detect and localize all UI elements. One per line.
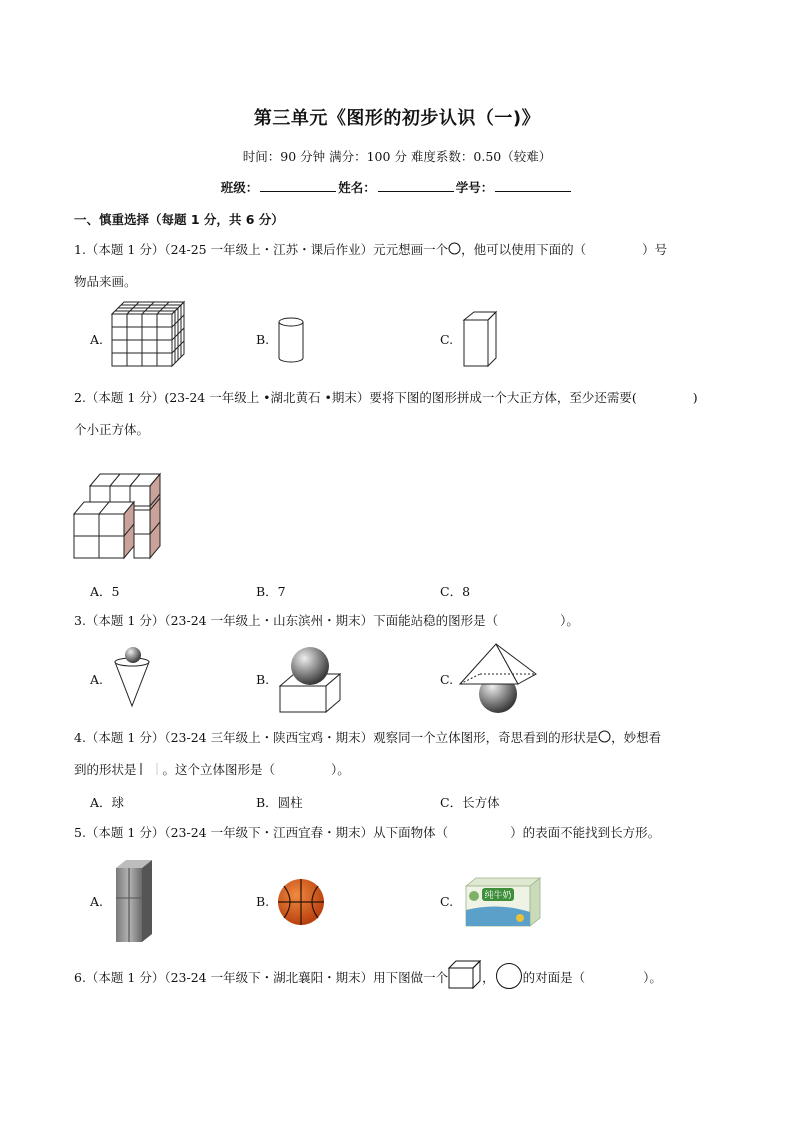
- name-blank[interactable]: [378, 179, 454, 192]
- q1-option-c-label: C.: [440, 332, 454, 347]
- cuboid-icon: [462, 310, 502, 368]
- cylinder-icon: [276, 316, 306, 364]
- ball-on-cone-icon: [112, 646, 152, 710]
- question-5: [74, 817, 724, 849]
- q3-text-b: ）。: [560, 613, 579, 628]
- q3-text-a: 3.（本题 1 分）（23-24 一年级上・山东滨州・期末）下面能站稳的图形是（: [74, 613, 499, 628]
- q2-option-b: B．7: [256, 584, 286, 599]
- id-label: 学号：: [455, 180, 494, 195]
- q5-option-a-label: A.: [90, 894, 104, 909]
- pyramid-on-ball-icon: [458, 640, 538, 716]
- exam-meta: 时间：90 分钟 满分：100 分 难度系数：0.50（较难）: [242, 149, 552, 164]
- q1-option-a-label: A.: [90, 332, 104, 347]
- q1-text-c: ）号: [642, 242, 668, 257]
- question-3: [74, 605, 724, 637]
- question-2: [74, 382, 724, 446]
- cube-icon: [448, 960, 482, 990]
- q4-text-a: 4.（本题 1 分）（23-24 三年级上・陕西宝鸡・期末）观察同一个立体图形，奇思看到的形状是: [74, 730, 599, 745]
- q5-text-b: ）的表面不能找到长方形。: [510, 825, 661, 840]
- id-blank[interactable]: [495, 179, 571, 192]
- refrigerator-image: [112, 858, 154, 944]
- q4-option-c: C．长方体: [440, 795, 500, 810]
- student-info-fields: [0, 178, 794, 196]
- question-1: [74, 234, 724, 298]
- q6-text-d: ）。: [643, 970, 662, 985]
- q6-text-a: 6.（本题 1 分）（23-24 一年级下・湖北襄阳・期末）用下图做一个: [74, 970, 449, 985]
- circle-icon: [448, 242, 461, 255]
- class-label: 班级：: [220, 180, 259, 195]
- q3-option-c-label: C.: [440, 672, 454, 687]
- circle-icon: [598, 730, 611, 743]
- q1-text-a: 1.（本题 1 分）（24-25 一年级上・江苏・课后作业）元元想画一个: [74, 242, 449, 257]
- q5-option-b-label: B.: [256, 894, 270, 909]
- basketball-image: [276, 878, 326, 926]
- q5-option-c-label: C.: [440, 894, 454, 909]
- q2-text-b: ): [692, 390, 698, 405]
- q4-line2-b: 。这个立体图形是（: [162, 762, 276, 777]
- q6-text-b: ，: [482, 970, 495, 985]
- q4-line2-c: ）。: [331, 762, 350, 777]
- q3-option-a-label: A.: [90, 672, 104, 687]
- q2-option-a: A．5: [90, 584, 120, 599]
- question-6: [74, 960, 724, 994]
- rectangle-view-icon: [137, 762, 163, 776]
- q6-text-c: 的对面是（: [522, 970, 586, 985]
- name-label: 姓名：: [338, 180, 376, 195]
- q4-text-b: ，妙想看: [611, 730, 662, 745]
- q3-option-b-label: B.: [256, 672, 270, 687]
- q1-text-b: ，他可以使用下面的（: [461, 242, 587, 257]
- q4-line2-a: 到的形状是: [74, 762, 137, 777]
- ball-on-cuboid-icon: [278, 646, 344, 716]
- q2-text-a: 2.（本题 1 分）(23-24 一年级上 •湖北黄石 •期末）要将下图的图形拼成一个大正方体，至少还需要(: [74, 390, 637, 405]
- question-4: [74, 722, 724, 786]
- class-blank[interactable]: [260, 179, 336, 192]
- q1-option-b-label: B.: [256, 332, 270, 347]
- q1-line-2: 物品来画。: [74, 274, 137, 289]
- q2-option-c: C．8: [440, 584, 471, 599]
- q4-option-b: B．圆柱: [256, 795, 303, 810]
- q4-option-a: A．球: [90, 795, 125, 810]
- cube-stack-icon: [108, 300, 190, 370]
- circle-face-icon: [495, 962, 523, 990]
- cube-arrangement-figure: [72, 470, 168, 562]
- milk-carton-label: 纯牛奶: [484, 891, 512, 901]
- section-heading: 一、慎重选择（每题 1 分，共 6 分）: [74, 212, 284, 227]
- page-title: 第三单元《图形的初步认识（一)》: [253, 108, 541, 129]
- q5-text-a: 5.（本题 1 分）（23-24 一年级下・江西宜春・期末）从下面物体（: [74, 825, 449, 840]
- milk-carton-image: [462, 874, 542, 928]
- q2-line-2: 个小正方体。: [74, 422, 150, 437]
